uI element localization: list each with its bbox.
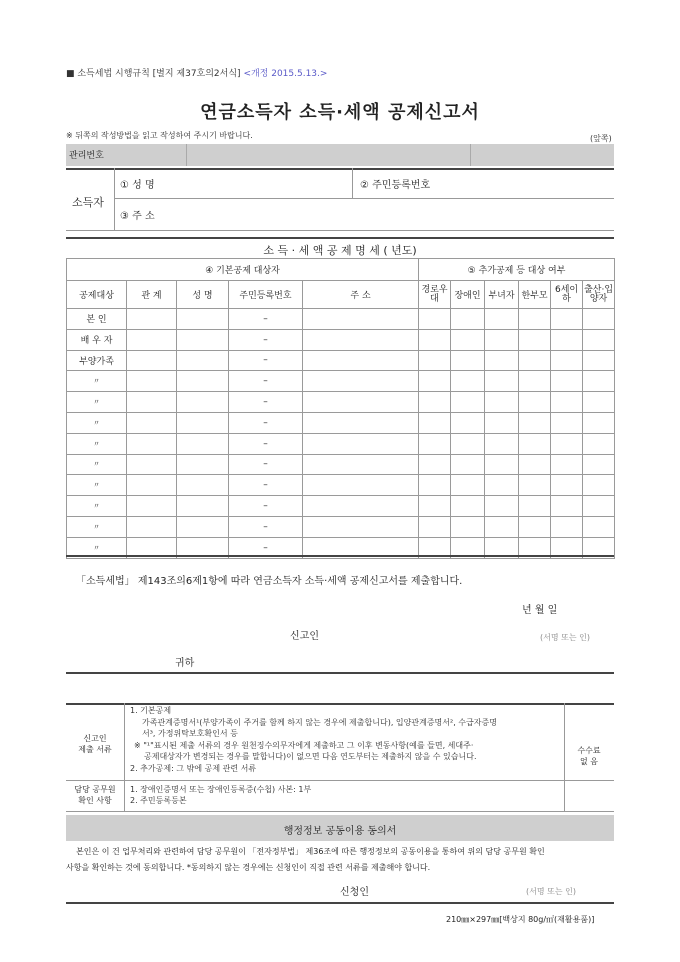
- consent-title: 행정정보 공동이용 동의서: [283, 826, 397, 837]
- docs-line-6: 2. 추가공제: 그 밖에 공제 관련 서류: [130, 763, 257, 773]
- row-cell[interactable]: [583, 392, 615, 413]
- row-cell[interactable]: [451, 371, 485, 392]
- law-reference: ■ 소득세법 시행규칙 [별지 제37호의2서식]: [66, 69, 241, 79]
- row-cell[interactable]: [451, 309, 485, 330]
- address-label: ③ 주 소: [120, 211, 155, 222]
- row-cell[interactable]: [519, 329, 551, 350]
- submit-docs-label: 신고인 제출 서류: [78, 734, 112, 754]
- row-cell[interactable]: [485, 433, 519, 454]
- row-cell[interactable]: [419, 496, 451, 517]
- row-target: 〃: [67, 496, 127, 517]
- row-cell[interactable]: [551, 516, 583, 537]
- row-cell[interactable]: [127, 412, 177, 433]
- row-cell[interactable]: [127, 475, 177, 496]
- col-elder: 경로우대: [419, 281, 451, 309]
- row-cell[interactable]: [551, 475, 583, 496]
- row-cell[interactable]: [177, 412, 229, 433]
- row-cell[interactable]: [177, 371, 229, 392]
- row-cell[interactable]: [485, 392, 519, 413]
- row-cell[interactable]: [583, 454, 615, 475]
- row-cell[interactable]: [127, 433, 177, 454]
- row-cell[interactable]: [419, 329, 451, 350]
- row-cell[interactable]: [419, 475, 451, 496]
- revision-date: <개정 2015.5.13.>: [243, 69, 328, 79]
- row-cell[interactable]: [303, 454, 419, 475]
- row-cell[interactable]: [519, 392, 551, 413]
- row-cell[interactable]: [583, 412, 615, 433]
- row-cell[interactable]: [551, 371, 583, 392]
- row-cell[interactable]: [419, 433, 451, 454]
- row-cell[interactable]: [519, 350, 551, 371]
- consent-line-2: 사항을 확인하는 것에 동의합니다. *동의하지 않는 경우에는 신청인이 직접 관련 서류를 제출해야 합니다.: [66, 863, 431, 872]
- row-cell[interactable]: [519, 496, 551, 517]
- docs-line-5: 공제대상자가 변경되는 경우를 말합니다)이 없으면 다음 연도부터는 제출하지 않을 수 있습니다.: [144, 752, 477, 761]
- row-cell[interactable]: [177, 433, 229, 454]
- table-row: [67, 433, 615, 454]
- row-cell[interactable]: [583, 433, 615, 454]
- row-cell[interactable]: [303, 371, 419, 392]
- instruction-note: ※ 뒤쪽의 작성방법을 읽고 작성하여 주시기 바랍니다.: [66, 131, 253, 140]
- row-cell[interactable]: [551, 329, 583, 350]
- row-cell[interactable]: [177, 454, 229, 475]
- col-disabled: 장애인: [451, 281, 485, 309]
- row-target: 〃: [67, 516, 127, 537]
- row-cell[interactable]: [127, 309, 177, 330]
- row-resident-id[interactable]: –: [229, 516, 303, 537]
- row-cell[interactable]: [177, 350, 229, 371]
- table-row: [67, 516, 615, 537]
- row-cell[interactable]: [419, 412, 451, 433]
- row-cell[interactable]: [551, 454, 583, 475]
- row-cell[interactable]: [583, 371, 615, 392]
- row-cell[interactable]: [551, 350, 583, 371]
- row-target: 〃: [67, 475, 127, 496]
- row-target: 부양가족: [67, 350, 127, 371]
- row-cell[interactable]: [303, 433, 419, 454]
- applicant-label: 신청인: [340, 887, 369, 898]
- row-cell[interactable]: [583, 329, 615, 350]
- date-line: 년 월 일: [522, 605, 558, 616]
- applicant-sign[interactable]: (서명 또는 인): [526, 887, 576, 896]
- row-cell[interactable]: [551, 496, 583, 517]
- basic-deduction-header: ④ 기본공제 대상자: [67, 259, 419, 281]
- row-cell[interactable]: [485, 475, 519, 496]
- table-row: [67, 454, 615, 475]
- col-relation: 관 계: [127, 281, 177, 309]
- resident-id-label: ② 주민등록번호: [360, 180, 431, 191]
- row-resident-id[interactable]: –: [229, 454, 303, 475]
- row-cell[interactable]: [451, 496, 485, 517]
- row-cell[interactable]: [419, 309, 451, 330]
- row-cell[interactable]: [451, 516, 485, 537]
- row-target: 배 우 자: [67, 329, 127, 350]
- table-row: [67, 475, 615, 496]
- paper-spec: 210㎜×297㎜[백상지 80g/㎡(재활용품)]: [446, 915, 595, 924]
- row-resident-id[interactable]: –: [229, 309, 303, 330]
- row-cell[interactable]: [177, 392, 229, 413]
- row-cell[interactable]: [519, 371, 551, 392]
- row-target: 〃: [67, 433, 127, 454]
- row-cell[interactable]: [303, 475, 419, 496]
- row-cell[interactable]: [303, 412, 419, 433]
- row-cell[interactable]: [127, 350, 177, 371]
- docs-line-1: 1. 기본공제: [130, 706, 172, 715]
- row-cell[interactable]: [519, 309, 551, 330]
- row-cell[interactable]: [519, 475, 551, 496]
- statement-title: 소 득 · 세 액 공 제 명 세 ( 년도): [263, 244, 417, 257]
- table-row: [67, 309, 615, 330]
- row-cell[interactable]: [451, 454, 485, 475]
- row-cell[interactable]: [419, 454, 451, 475]
- officer-line-2: 2. 주민등록등본: [130, 796, 187, 805]
- row-cell[interactable]: [583, 350, 615, 371]
- row-cell[interactable]: [451, 412, 485, 433]
- admin-number-bar: [66, 144, 614, 166]
- page-side: (앞쪽): [590, 134, 612, 143]
- row-cell[interactable]: [127, 392, 177, 413]
- row-target: 〃: [67, 412, 127, 433]
- col-under6: 6세이하: [551, 281, 583, 309]
- name-field[interactable]: [200, 172, 340, 192]
- row-cell[interactable]: [303, 392, 419, 413]
- table-row: [67, 371, 615, 392]
- admin-number-label: 관리번호: [69, 151, 104, 161]
- row-resident-id[interactable]: –: [229, 537, 303, 558]
- col-target: 공제대상: [67, 281, 127, 309]
- row-resident-id[interactable]: –: [229, 392, 303, 413]
- row-resident-id[interactable]: –: [229, 371, 303, 392]
- row-cell[interactable]: [127, 516, 177, 537]
- col-name: 성 명: [177, 281, 229, 309]
- resident-id-field[interactable]: [460, 172, 610, 192]
- name-label: ① 성 명: [120, 180, 155, 191]
- row-resident-id[interactable]: –: [229, 412, 303, 433]
- row-resident-id[interactable]: –: [229, 496, 303, 517]
- row-cell[interactable]: [177, 475, 229, 496]
- row-cell[interactable]: [519, 516, 551, 537]
- table-row: [67, 350, 615, 371]
- row-cell[interactable]: [519, 412, 551, 433]
- row-cell[interactable]: [127, 371, 177, 392]
- row-cell[interactable]: [419, 516, 451, 537]
- table-row: [67, 329, 615, 350]
- reporter-sign[interactable]: (서명 또는 인): [540, 633, 590, 642]
- row-cell[interactable]: [583, 309, 615, 330]
- row-cell[interactable]: [419, 392, 451, 413]
- row-cell[interactable]: [485, 496, 519, 517]
- row-cell[interactable]: [419, 350, 451, 371]
- row-cell[interactable]: [303, 309, 419, 330]
- row-cell[interactable]: [485, 454, 519, 475]
- row-target: 〃: [67, 454, 127, 475]
- address-field[interactable]: [200, 203, 610, 225]
- row-cell[interactable]: [583, 496, 615, 517]
- row-resident-id[interactable]: –: [229, 433, 303, 454]
- row-cell[interactable]: [485, 350, 519, 371]
- row-cell[interactable]: [451, 350, 485, 371]
- row-target: 〃: [67, 392, 127, 413]
- row-cell[interactable]: [177, 329, 229, 350]
- fee-label: 수수료 없 음: [577, 746, 601, 766]
- row-cell[interactable]: [177, 309, 229, 330]
- row-cell[interactable]: [451, 329, 485, 350]
- earner-label: 소득자: [72, 196, 104, 209]
- table-row: [67, 496, 615, 517]
- docs-line-4: ※ "¹"표시된 제출 서류의 경우 원천징수의무자에게 제출하고 그 이후 변동사항(예를 들면, 세대주·: [134, 740, 474, 750]
- row-cell[interactable]: [127, 496, 177, 517]
- declaration-text: 「소득세법」 제143조의6제1항에 따라 연금소득자 소득·세액 공제신고서를 제출합니다.: [76, 576, 463, 587]
- row-cell[interactable]: [583, 516, 615, 537]
- docs-line-3: 서³, 가정위탁보호확인서 등: [142, 729, 238, 738]
- additional-deduction-header: ⑤ 추가공제 등 대상 여부: [419, 259, 615, 281]
- row-cell[interactable]: [451, 475, 485, 496]
- reporter-label: 신고인: [290, 631, 319, 642]
- row-cell[interactable]: [303, 329, 419, 350]
- col-woman: 부녀자: [485, 281, 519, 309]
- row-cell[interactable]: [485, 412, 519, 433]
- row-resident-id[interactable]: –: [229, 329, 303, 350]
- form-reference: [66, 66, 327, 79]
- officer-check-label: 담당 공무원 확인 사항: [74, 785, 116, 805]
- row-cell[interactable]: [451, 392, 485, 413]
- row-cell[interactable]: [485, 329, 519, 350]
- row-target: 본 인: [67, 309, 127, 330]
- row-cell[interactable]: [485, 309, 519, 330]
- row-resident-id[interactable]: –: [229, 350, 303, 371]
- row-cell[interactable]: [551, 392, 583, 413]
- row-cell[interactable]: [127, 454, 177, 475]
- row-cell[interactable]: [451, 433, 485, 454]
- addressee-label: 귀하: [175, 658, 195, 669]
- row-cell[interactable]: [419, 371, 451, 392]
- row-target: 〃: [67, 371, 127, 392]
- row-cell[interactable]: [177, 516, 229, 537]
- row-cell[interactable]: [303, 496, 419, 517]
- consent-line-1: 본인은 이 건 업무처리와 관련하여 담당 공무원이 「전자정부법」 제36조에 따른 행정정보의 공동이용을 통하여 위의 담당 공무원 확인: [76, 847, 545, 856]
- docs-line-2: 가족관계증명서¹(부양가족이 주거를 함께 하지 않는 경우에 제출합니다), 입양관계증명서², 수급자증명: [142, 717, 497, 727]
- page-title: 연금소득자 소득·세액 공제신고서: [200, 102, 480, 123]
- row-cell[interactable]: [177, 496, 229, 517]
- row-cell[interactable]: [551, 412, 583, 433]
- col-address: 주 소: [303, 281, 419, 309]
- row-cell[interactable]: [303, 350, 419, 371]
- col-resident-id: 주민등록번호: [229, 281, 303, 309]
- row-target: 〃: [67, 537, 127, 558]
- row-cell[interactable]: [551, 433, 583, 454]
- row-cell[interactable]: [485, 516, 519, 537]
- row-resident-id[interactable]: –: [229, 475, 303, 496]
- table-row: [67, 412, 615, 433]
- row-cell[interactable]: [551, 309, 583, 330]
- row-cell[interactable]: [485, 371, 519, 392]
- row-cell[interactable]: [583, 475, 615, 496]
- row-cell[interactable]: [519, 433, 551, 454]
- deduction-table: [66, 258, 615, 559]
- col-single-parent: 한부모: [519, 281, 551, 309]
- row-cell[interactable]: [127, 329, 177, 350]
- row-cell[interactable]: [519, 454, 551, 475]
- officer-line-1: 1. 장애인증명서 또는 장애인등록증(수첩) 사본: 1부: [130, 785, 312, 794]
- table-row: [67, 392, 615, 413]
- row-cell[interactable]: [303, 516, 419, 537]
- col-birth-adoption: 출산·입양자: [583, 281, 615, 309]
